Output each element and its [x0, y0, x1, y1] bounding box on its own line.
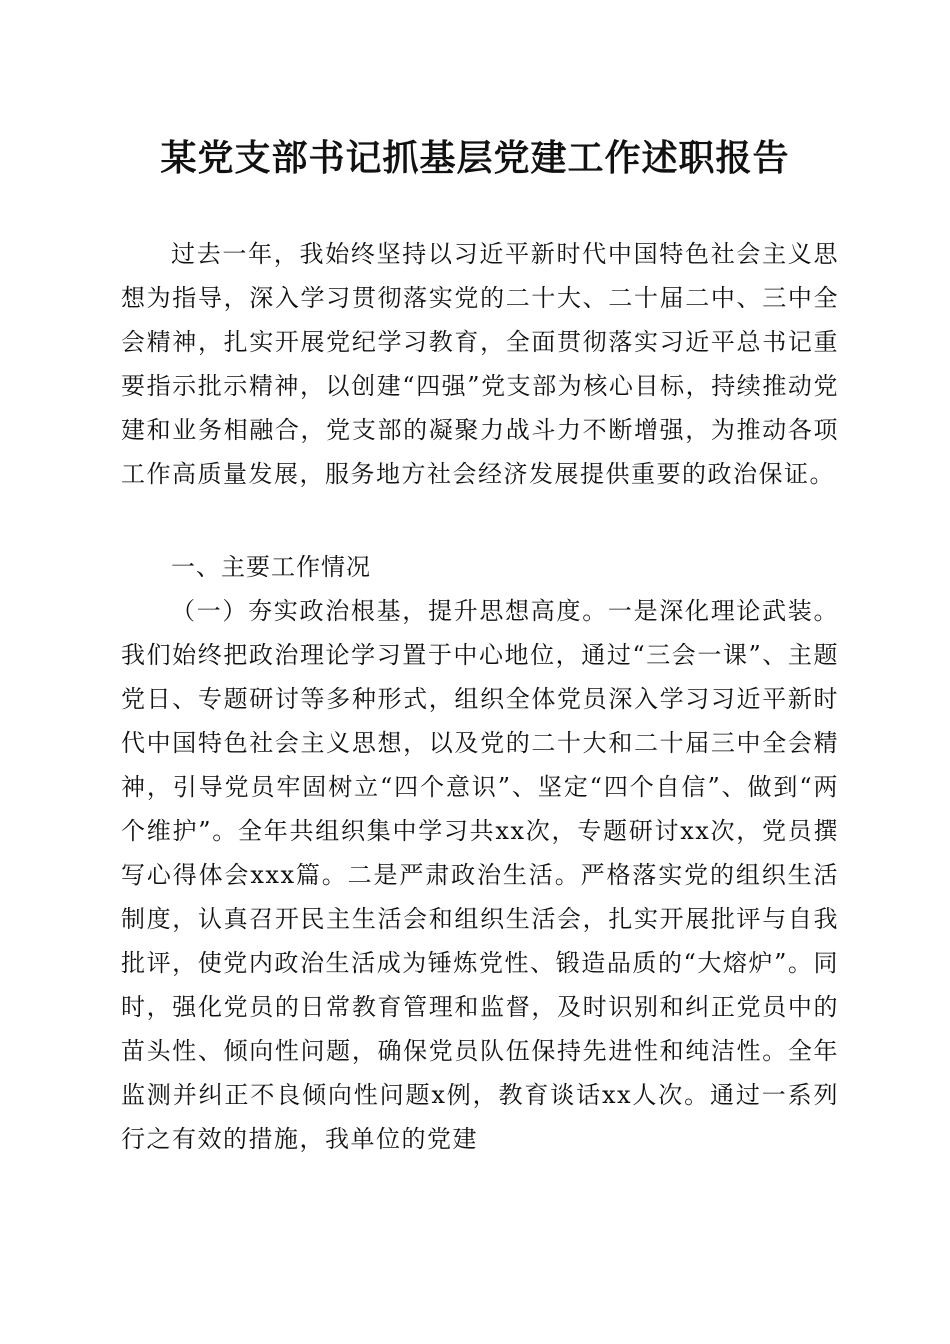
section-heading: 一、主要工作情况 [171, 553, 371, 581]
section-paragraph: （一）夯实政治根基，提升思想高度。一是深化理论武装。我们始终把政治理论学习置于中心地位，通过“三会一课”、主题党日、专题研讨等多种形式，组织全体党员深入学习习近平新时代中国特色社会主义思想，以及党的二十大和二十届三中全会精神，引导党员牢固树立“四个意识”、坚定“四个自信”、做到“两个维护”。全年共组织集中学习共xx次，专题研讨xx次，党员撰写心得体会xxx篇。二是严肃政治生活。严格落实党的组织生活制度，认真召开民主生活会和组织生活会，扎实开展批评与自我批评，使党内政治生活成为锤炼党性、锻造品质的“大熔炉”。同时，强化党员的日常教育管理和监督，及时识别和纠正党员中的苗头性、倾向性问题，确保党员队伍保持先进性和纯洁性。全年监测并纠正不良倾向性问题x例，教育谈话xx人次。通过一系列行之有效的措施，我单位的党建 [121, 597, 839, 1153]
intro-paragraph: 过去一年，我始终坚持以习近平新时代中国特色社会主义思想为指导，深入学习贯彻落实党的二十大、二十届二中、三中全会精神，扎实开展党纪学习教育，全面贯彻落实习近平总书记重要指示批示精神，以创建“四强”党支部为核心目标，持续推动党建和业务相融合，党支部的凝聚力战斗力不断增强，为推动各项工作高质量发展，服务地方社会经济发展提供重要的政治保证。 [121, 240, 839, 488]
document-title: 某党支部书记抓基层党建工作述职报告 [160, 137, 790, 179]
